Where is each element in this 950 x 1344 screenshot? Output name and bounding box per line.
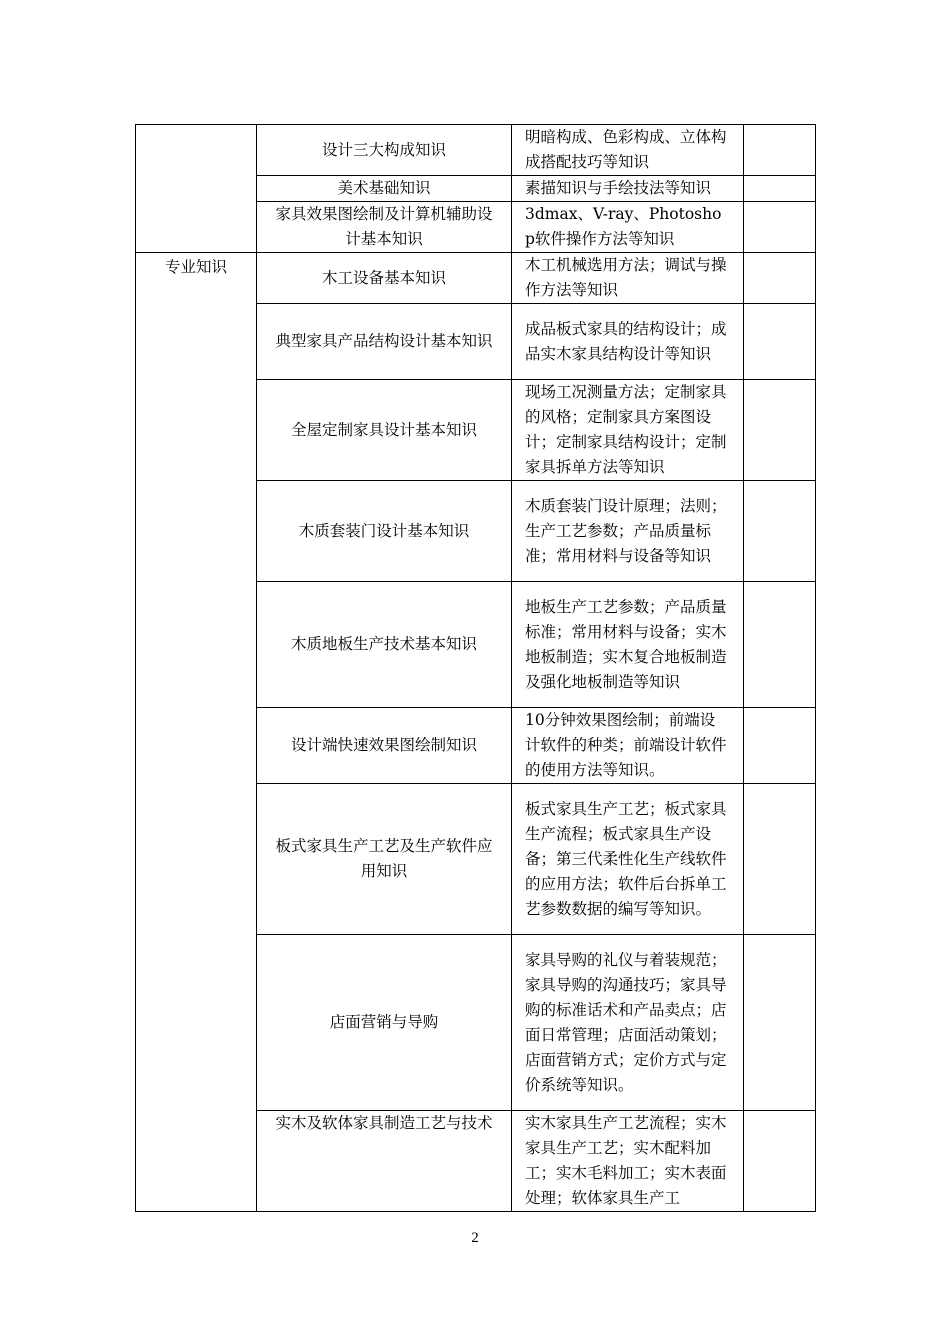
remark-cell <box>744 125 816 176</box>
item-cell: 木工设备基本知识 <box>257 253 512 304</box>
remark-cell <box>744 253 816 304</box>
description-cell: 家具导购的礼仪与着装规范；家具导购的沟通技巧；家具导购的标准话术和产品卖点；店面日常管理；店面活动策划；店面营销方式；定价方式与定价系统等知识。 <box>512 935 744 1111</box>
item-cell: 木质套装门设计基本知识 <box>257 481 512 582</box>
remark-cell <box>744 481 816 582</box>
item-cell: 典型家具产品结构设计基本知识 <box>257 304 512 380</box>
description-cell: 明暗构成、色彩构成、立体构成搭配技巧等知识 <box>512 125 744 176</box>
remark-cell <box>744 202 816 253</box>
description-cell: 地板生产工艺参数；产品质量标准；常用材料与设备；实木地板制造；实木复合地板制造及强化地板制造等知识 <box>512 582 744 708</box>
item-cell: 美术基础知识 <box>257 176 512 202</box>
table-row <box>136 253 816 304</box>
description-cell: 10分钟效果图绘制；前端设计软件的种类；前端设计软件的使用方法等知识。 <box>512 708 744 784</box>
description-cell: 现场工况测量方法；定制家具的风格；定制家具方案图设计；定制家具结构设计；定制家具拆单方法等知识 <box>512 380 744 481</box>
remark-cell <box>744 304 816 380</box>
description-cell: 实木家具生产工艺流程；实木家具生产工艺；实木配料加工；实木毛料加工；实木表面处理；软体家具生产工 <box>512 1111 744 1212</box>
category-cell-empty <box>136 125 257 253</box>
item-cell: 店面营销与导购 <box>257 935 512 1111</box>
item-cell: 设计端快速效果图绘制知识 <box>257 708 512 784</box>
description-cell: 板式家具生产工艺；板式家具生产流程；板式家具生产设备；第三代柔性化生产线软件的应用方法；软件后台拆单工艺参数数据的编写等知识。 <box>512 784 744 935</box>
remark-cell <box>744 582 816 708</box>
remark-cell <box>744 784 816 935</box>
remark-cell <box>744 708 816 784</box>
description-cell: 3dmax、V-ray、Photoshop软件操作方法等知识 <box>512 202 744 253</box>
description-cell: 素描知识与手绘技法等知识 <box>512 176 744 202</box>
remark-cell <box>744 380 816 481</box>
remark-cell <box>744 1111 816 1212</box>
remark-cell <box>744 176 816 202</box>
item-cell: 木质地板生产技术基本知识 <box>257 582 512 708</box>
category-cell: 专业知识 <box>136 253 257 1212</box>
page-number: 2 <box>471 1230 479 1246</box>
item-cell: 设计三大构成知识 <box>257 125 512 176</box>
description-cell: 木质套装门设计原理；法则；生产工艺参数；产品质量标准；常用材料与设备等知识 <box>512 481 744 582</box>
item-cell: 全屋定制家具设计基本知识 <box>257 380 512 481</box>
description-cell: 木工机械选用方法；调试与操作方法等知识 <box>512 253 744 304</box>
item-cell: 实木及软体家具制造工艺与技术 <box>257 1111 512 1212</box>
remark-cell <box>744 935 816 1111</box>
knowledge-table <box>135 124 816 1212</box>
item-cell: 家具效果图绘制及计算机辅助设计基本知识 <box>257 202 512 253</box>
item-cell: 板式家具生产工艺及生产软件应用知识 <box>257 784 512 935</box>
table-row <box>136 125 816 176</box>
description-cell: 成品板式家具的结构设计；成品实木家具结构设计等知识 <box>512 304 744 380</box>
